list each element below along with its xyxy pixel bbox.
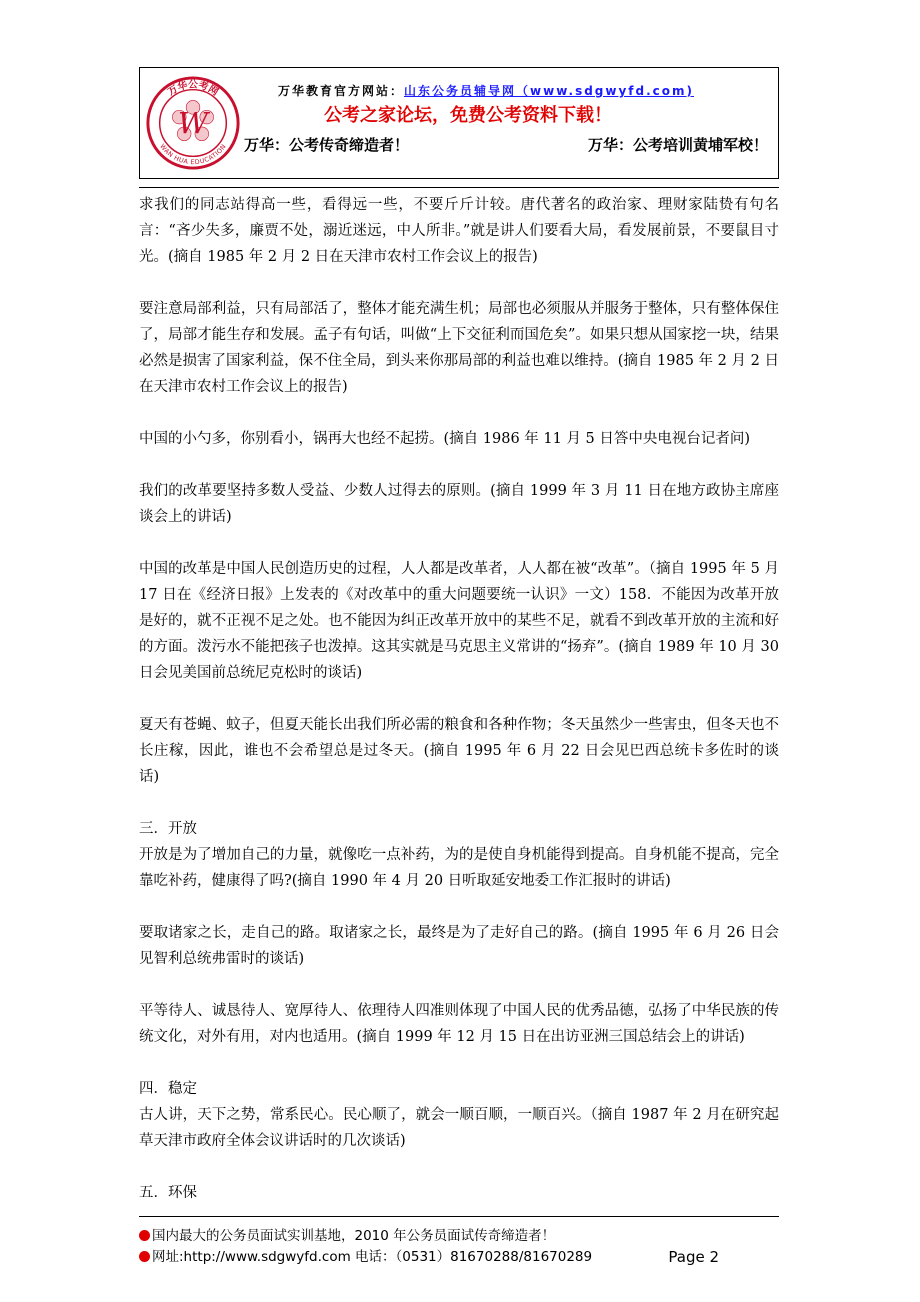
footer-text-2: 网址:http://www.sdgwyfd.com 电话：（0531）81670288/81670289 [152, 1249, 593, 1265]
bullet-icon [139, 1230, 150, 1241]
paragraph: 求我们的同志站得高一些，看得远一些，不要斤斤计较。唐代著名的政治家、理财家陆贽有句名言：“吝少失多，廉贾不处，溺近迷远，中人所非。”就是讲人们要看大局，看发展前景，不要鼠目寸光。(摘自 1985 年 2 月 2 日在天津市农村工作会议上的报告) [139, 197, 779, 265]
forum-slogan: 公考之家论坛，免费公考资料下载！ [324, 105, 612, 126]
site-line [278, 82, 694, 99]
left-slogan: 万华：公考传奇缔造者！ [244, 136, 410, 154]
wanhua-logo [144, 74, 242, 172]
right-slogan: 万华：公考培训黄埔军校！ [587, 136, 768, 154]
paragraph: 夏天有苍蝇、蚊子，但夏天能长出我们所必需的粮食和各种作物；冬天虽然少一些害虫，但冬天也不长庄稼，因此，谁也不会希望总是过冬天。(摘自 1995 年 6 月 22 日会见巴西总统卡多佐时的谈话) [139, 717, 779, 785]
paragraph: 平等待人、诚恳待人、宽厚待人、依理待人四准则体现了中国人民的优秀品德，弘扬了中华民族的传统文化，对外有用，对内也适用。(摘自 1999 年 12 月 15 日在出访亚洲三国总结会上的讲话) [139, 1003, 779, 1045]
section-heading: 五．环保 [139, 1185, 197, 1201]
paragraph: 古人讲，天下之势，常系民心。民心顺了，就会一顺百顺，一顺百兴。（摘自 1987 年 2 月在研究起草天津市政府全体会议讲话时的几次谈话) [139, 1107, 779, 1149]
paragraph: 我们的改革要坚持多数人受益、少数人过得去的原则。(摘自 1999 年 3 月 11 日在地方政协主席座谈会上的讲话) [139, 483, 779, 525]
paragraph: 中国的小勺多，你别看小，锅再大也经不起捞。(摘自 1986 年 11 月 5 日答中央电视台记者问) [139, 431, 751, 447]
section-heading: 三．开放 [139, 821, 197, 837]
bullet-icon [139, 1251, 150, 1262]
paragraph: 中国的改革是中国人民创造历史的过程，人人都是改革者，人人都在被“改革”。（摘自 1995 年 5 月 17 日在《经济日报》上发表的《对改革中的重大问题要统一认识》一文）158．不能因为改革开放是好的，就不正视不足之处。也不能因为纠正改革开放中的某些不足，就看不到改革开放的主流和好的方面。泼污水不能把孩子也泼掉。这其实就是马克思主义常讲的“扬弃”。(摘自 1989 年 10 月 30 日会见美国前总统尼克松时的谈话) [139, 561, 779, 681]
footer-text-1: 国内最大的公务员面试实训基地，2010 年公务员面试传奇缔造者！ [152, 1228, 556, 1244]
section-heading: 四．稳定 [139, 1081, 197, 1097]
page-number: Page 2 [668, 1248, 719, 1266]
paragraph: 要注意局部利益，只有局部活了，整体才能充满生机；局部也必须服从并服务于整体，只有整体保住了，局部才能生存和发展。孟子有句话，叫做“上下交征利而国危矣”。如果只想从国家挖一块，结果必然是损害了国家利益，保不住全局，到头来你那局部的利益也难以维持。(摘自 1985 年 2 月 2 日在天津市农村工作会议上的报告) [139, 301, 779, 395]
header-rule [139, 187, 779, 188]
logo-bottom-text: WAN HUA EDUCATION [158, 142, 228, 167]
document-body [139, 192, 779, 1232]
paragraph: 开放是为了增加自己的力量，就像吃一点补药，为的是使自身机能得到提高。自身机能不提高，完全靠吃补药，健康得了吗?(摘自 1990 年 4 月 20 日听取延安地委工作汇报时的讲话) [139, 847, 779, 889]
site-link[interactable]: 山东公务员辅导网（www.sdgwyfd.com) [404, 84, 695, 98]
footer-line-2 [139, 1247, 779, 1268]
footer-rule [139, 1216, 779, 1217]
header-box [139, 67, 779, 179]
paragraph: 要取诸家之长，走自己的路。取诸家之长，最终是为了走好自己的路。(摘自 1995 年 6 月 26 日会见智利总统弗雷时的谈话) [139, 925, 779, 967]
site-label: 万华教育官方网站： [278, 84, 405, 98]
logo-mark: W [177, 105, 209, 140]
footer [139, 1226, 779, 1268]
footer-line-1 [139, 1226, 779, 1247]
logo-top-text: 万华公考网 [165, 79, 221, 99]
